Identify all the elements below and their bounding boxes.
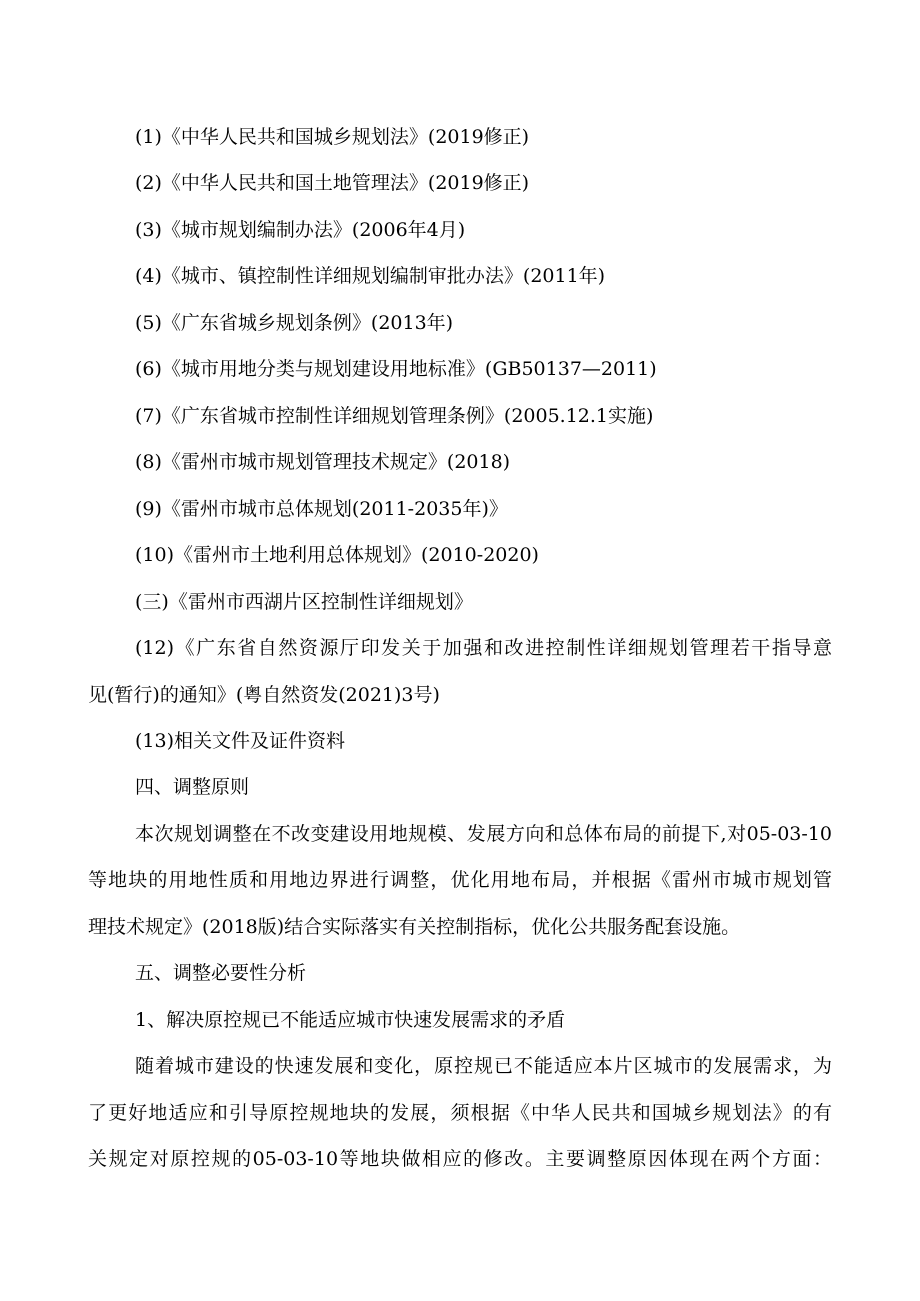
section-5-paragraph-line-2: 了更好地适应和引导原控规地块的发展，须根据《中华人民共和国城乡规划法》的有 bbox=[88, 1102, 832, 1124]
basis-item-9: (9)《雷州市城市总体规划(2011-2035年)》 bbox=[135, 498, 508, 520]
basis-item-1: (1)《中华人民共和国城乡规划法》(2019修正) bbox=[135, 126, 530, 148]
basis-item-4: (4)《城市、镇控制性详细规划编制审批办法》(2011年) bbox=[135, 265, 606, 287]
basis-item-7: (7)《广东省城市控制性详细规划管理条例》(2005.12.1实施) bbox=[135, 405, 654, 427]
basis-item-2: (2)《中华人民共和国土地管理法》(2019修正) bbox=[135, 172, 530, 194]
section-5-heading: 五、调整必要性分析 bbox=[135, 962, 307, 984]
basis-item-6: (6)《城市用地分类与规划建设用地标准》(GB50137—2011) bbox=[135, 358, 657, 380]
section-5-subheading: 1、解决原控规已不能适应城市快速发展需求的矛盾 bbox=[135, 1009, 566, 1031]
section-4-heading: 四、调整原则 bbox=[135, 776, 250, 798]
section-4-paragraph-line-1: 本次规划调整在不改变建设用地规模、发展方向和总体布局的前提下,对05-03-10 bbox=[135, 823, 832, 845]
basis-item-12-line-2: 见(暂行)的通知》(粤自然资发(2021)3号) bbox=[88, 684, 440, 706]
basis-item-10: (10)《雷州市土地利用总体规划》(2010-2020) bbox=[135, 544, 539, 566]
section-4-paragraph-line-2: 等地块的用地性质和用地边界进行调整，优化用地布局，并根据《雷州市城市规划管 bbox=[88, 869, 832, 891]
section-5-paragraph-line-3: 关规定对原控规的05-03-10等地块做相应的修改。主要调整原因体现在两个方面： bbox=[88, 1148, 832, 1170]
basis-item-11: (三)《雷州市西湖片区控制性详细规划》 bbox=[135, 591, 473, 613]
basis-item-13: (13)相关文件及证件资料 bbox=[135, 730, 346, 752]
section-4-paragraph-line-3: 理技术规定》(2018版)结合实际落实有关控制指标，优化公共服务配套设施。 bbox=[88, 916, 741, 938]
basis-item-5: (5)《广东省城乡规划条例》(2013年) bbox=[135, 312, 454, 334]
section-5-paragraph-line-1: 随着城市建设的快速发展和变化，原控规已不能适应本片区城市的发展需求，为 bbox=[135, 1055, 832, 1077]
basis-item-8: (8)《雷州市城市规划管理技术规定》(2018) bbox=[135, 451, 511, 473]
basis-item-12-line-1: (12)《广东省自然资源厅印发关于加强和改进控制性详细规划管理若干指导意 bbox=[135, 637, 832, 659]
basis-item-3: (3)《城市规划编制办法》(2006年4月) bbox=[135, 219, 466, 241]
